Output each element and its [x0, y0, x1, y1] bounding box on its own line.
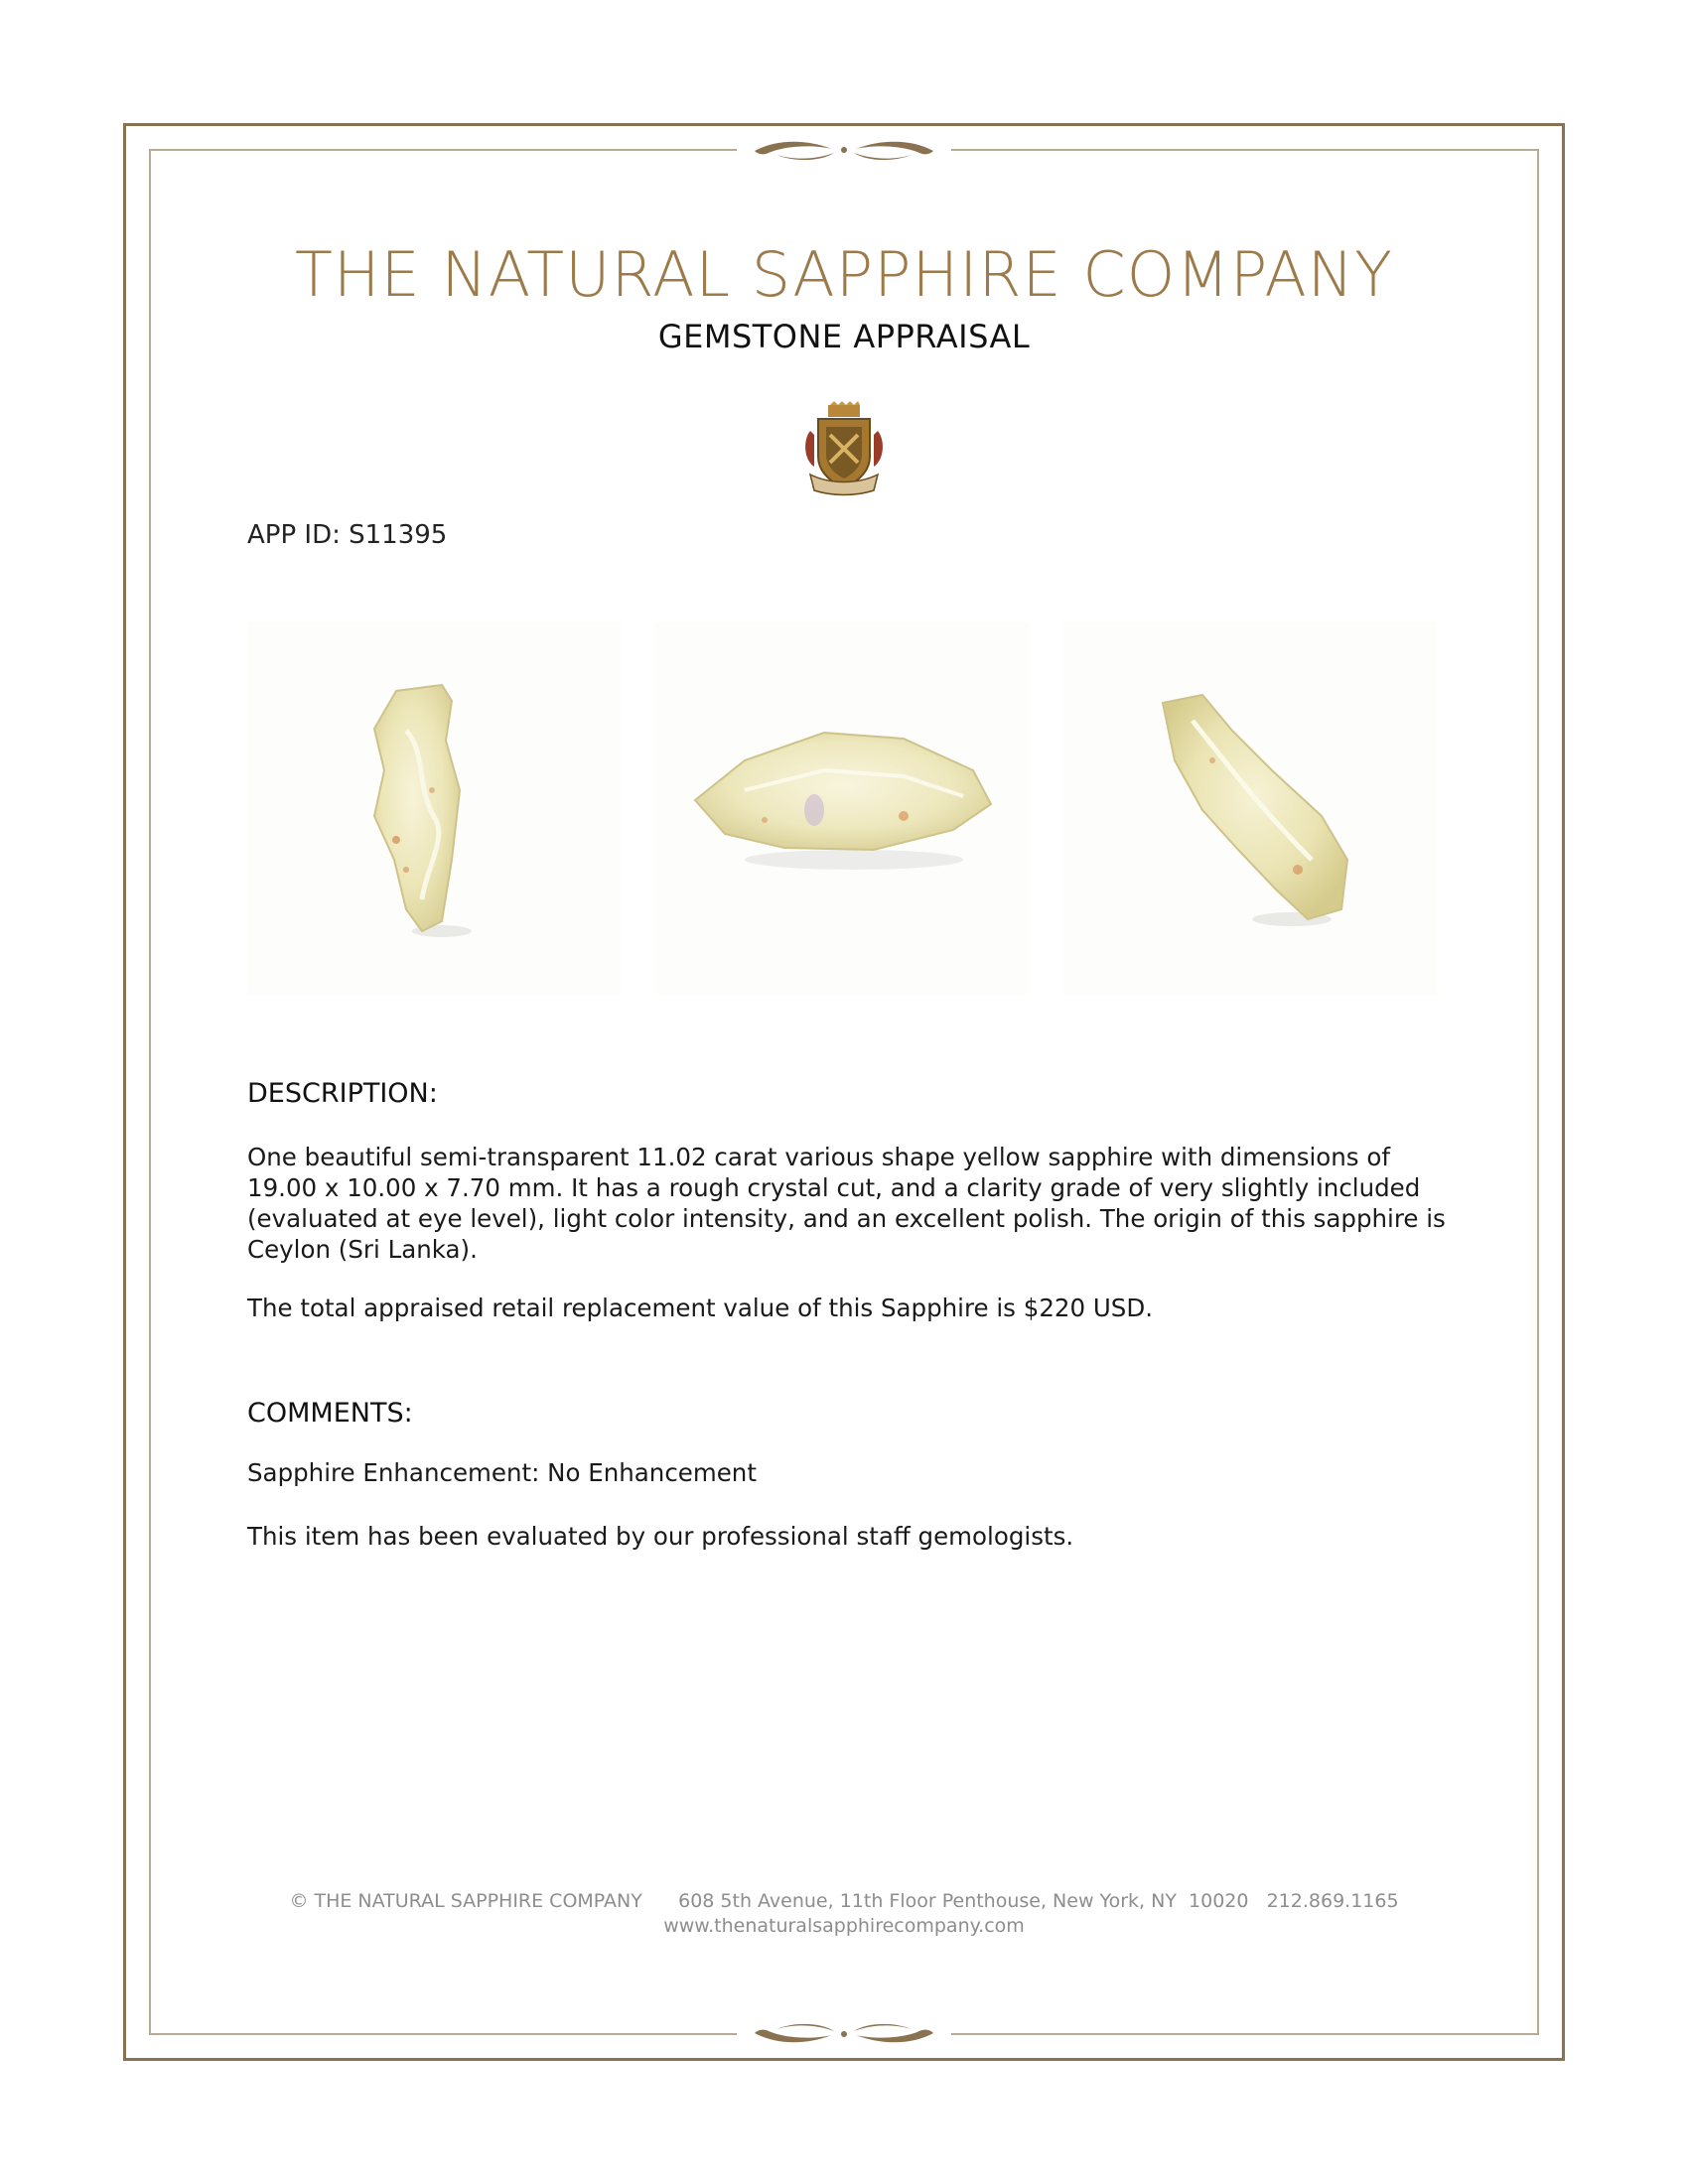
inner-frame-right [1537, 149, 1539, 2035]
bottom-ornament [747, 2019, 941, 2049]
company-crest-logo [800, 401, 888, 496]
evaluation-comment: This item has been evaluated by our professional staff gemologists. [247, 1522, 1074, 1551]
company-title: THE NATURAL SAPPHIRE COMPANY [294, 238, 1394, 311]
gemstone-photo-side [247, 621, 621, 995]
inner-frame-top-right [951, 149, 1539, 151]
inner-frame-bottom-left [149, 2033, 737, 2035]
top-ornament [747, 135, 941, 165]
app-id-value: S11395 [349, 520, 448, 550]
app-id [247, 520, 447, 550]
inner-frame-top-left [149, 149, 737, 151]
description-heading: DESCRIPTION: [247, 1078, 438, 1109]
footer-line [0, 1890, 1688, 1912]
inner-frame-left [149, 149, 151, 2035]
footer-address: 608 5th Avenue, 11th Floor Penthouse, New York, NY 10020 212.869.1165 [678, 1890, 1399, 1912]
comments-heading: COMMENTS: [247, 1398, 413, 1429]
footer-copyright: © THE NATURAL SAPPHIRE COMPANY [289, 1890, 642, 1912]
enhancement-comment: Sapphire Enhancement: No Enhancement [247, 1458, 757, 1487]
appraised-value: The total appraised retail replacement value of this Sapphire is $220 USD. [247, 1294, 1154, 1322]
footer-website-link[interactable]: www.thenaturalsapphirecompany.com [663, 1915, 1025, 1937]
gemstone-photo-angled [1063, 621, 1437, 995]
app-id-label: APP ID: [247, 520, 341, 550]
gemstone-photo-top [655, 621, 1029, 995]
document-title: GEMSTONE APPRAISAL [657, 318, 1031, 355]
description-paragraph: One beautiful semi-transparent 11.02 carat various shape yellow sapphire with dimensions of 19.00 x 10.00 x 7.70 mm. It has a rough crystal cut, and a clarity grade of very slightly included (evaluated at eye level), light color intensity, and an excellent polish. The origin of this sapphire is Ceylon (Sri Lanka). [247, 1143, 1446, 1264]
inner-frame-bottom-right [951, 2033, 1539, 2035]
